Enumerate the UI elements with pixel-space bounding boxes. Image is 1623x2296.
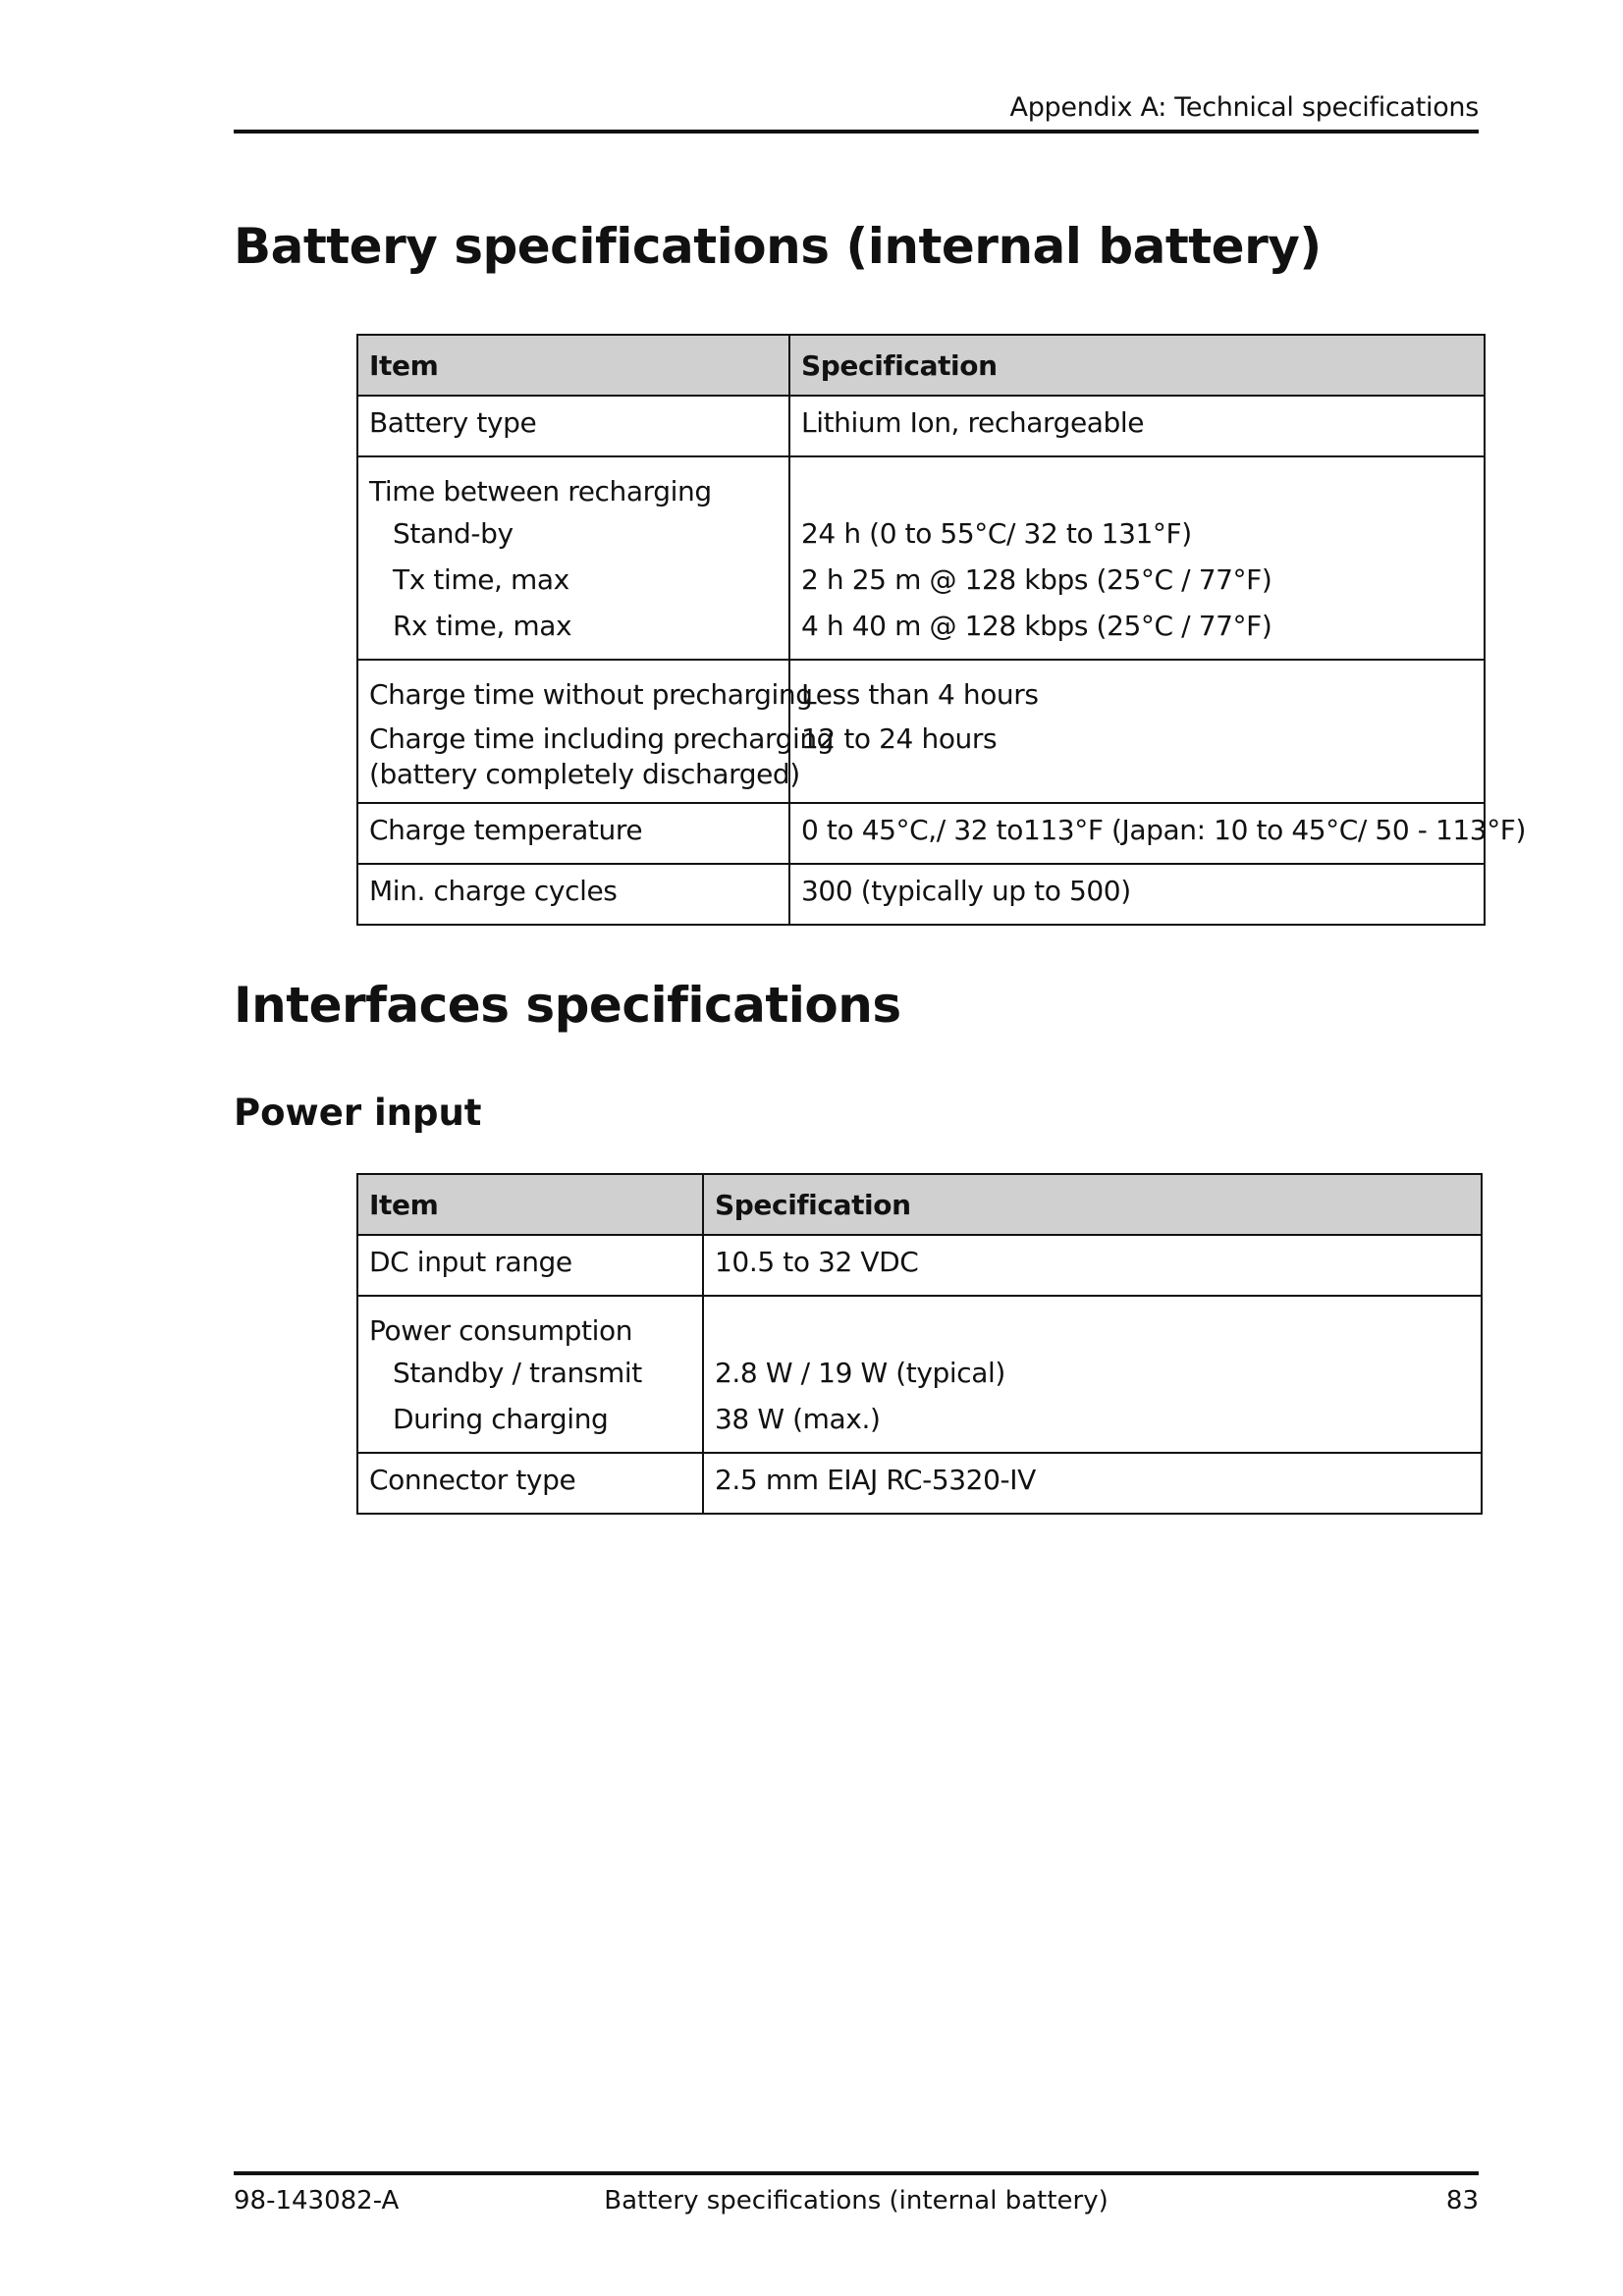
table-row (357, 1296, 1482, 1453)
during-charging-value: 38 W (max.) (715, 1403, 881, 1435)
running-header-title: Appendix A: Technical specifications (1009, 92, 1479, 123)
power-input-table (356, 1173, 1483, 1515)
interfaces-section-title: Interfaces specifications (234, 977, 901, 1034)
battery-type-spec: Lithium Ion, rechargeable (789, 396, 1485, 456)
charge-time-including-label-1: Charge time including precharging (369, 722, 835, 755)
charge-time-without-value: Less than 4 hours (801, 678, 1039, 711)
rx-time-value: 4 h 40 m @ 128 kbps (25°C / 77°F) (801, 610, 1272, 642)
table-row (357, 660, 1485, 803)
time-between-recharging-spec (789, 456, 1485, 660)
battery-spec-table (356, 334, 1527, 926)
charge-time-spec (789, 660, 1485, 803)
power-input-title: Power input (234, 1092, 482, 1134)
running-header (234, 86, 1479, 133)
page-footer (234, 2181, 1479, 2220)
footer-page-number: 83 (1445, 2186, 1479, 2216)
battery-type-item: Battery type (357, 396, 789, 456)
min-charge-cycles-spec: 300 (typically up to 500) (789, 864, 1485, 925)
standby-value: 24 h (0 to 55°C/ 32 to 131°F) (801, 517, 1192, 550)
standby-transmit-label: Standby / transmit (393, 1357, 642, 1389)
footer-section-title: Battery specifications (internal battery) (604, 2186, 1109, 2216)
tx-time-label: Tx time, max (393, 563, 569, 596)
footer-doc-number: 98-143082-A (234, 2186, 400, 2216)
table-header-row (357, 1174, 1482, 1235)
table-row (357, 864, 1485, 925)
column-header-item: Item (357, 335, 789, 396)
table-row (357, 1235, 1482, 1296)
charge-time-including-label-2: (battery completely discharged) (369, 758, 800, 790)
charge-temperature-item: Charge temperature (357, 803, 789, 864)
tx-time-value: 2 h 25 m @ 128 kbps (25°C / 77°F) (801, 563, 1272, 596)
min-charge-cycles-item: Min. charge cycles (357, 864, 789, 925)
power-consumption-item (357, 1296, 703, 1453)
column-header-specification: Specification (789, 335, 1485, 396)
time-between-recharging-item (357, 456, 789, 660)
table-row (357, 456, 1485, 660)
dc-input-range-item: DC input range (357, 1235, 703, 1296)
during-charging-label: During charging (393, 1403, 609, 1435)
charge-time-without-label: Charge time without precharging (369, 678, 813, 711)
rx-time-label: Rx time, max (393, 610, 572, 642)
charge-time-including-value: 12 to 24 hours (801, 722, 998, 755)
column-header-specification: Specification (703, 1174, 1482, 1235)
charge-time-item (357, 660, 835, 803)
standby-label: Stand-by (393, 517, 514, 550)
dc-input-range-spec: 10.5 to 32 VDC (703, 1235, 1482, 1296)
connector-type-spec: 2.5 mm EIAJ RC-5320-IV (703, 1453, 1482, 1514)
connector-type-item: Connector type (357, 1453, 703, 1514)
table-row (357, 803, 1485, 864)
power-consumption-label: Power consumption (369, 1314, 633, 1347)
table-row (357, 1453, 1482, 1514)
column-header-item: Item (357, 1174, 703, 1235)
footer-divider (234, 2171, 1479, 2175)
charge-temperature-spec: 0 to 45°C,/ 32 to113°F (Japan: 10 to 45°C/ 50 - 113°F) (789, 803, 1485, 864)
table-header-row (357, 335, 1485, 396)
power-consumption-spec (703, 1296, 1482, 1453)
time-between-recharging-label: Time between recharging (369, 475, 712, 507)
battery-section-title: Battery specifications (internal battery) (234, 218, 1322, 275)
table-row (357, 396, 1485, 456)
standby-transmit-value: 2.8 W / 19 W (typical) (715, 1357, 1005, 1389)
